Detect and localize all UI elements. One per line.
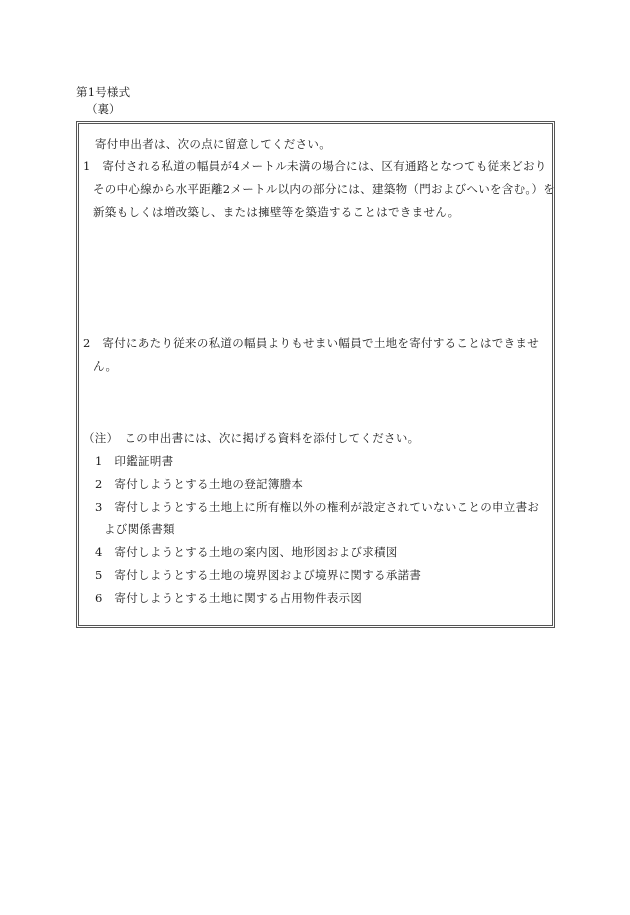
note-title: （注） この申出書には、次に掲げる資料を添付してください。 bbox=[83, 431, 420, 445]
attachment-1: 1 印鑑証明書 bbox=[95, 454, 174, 468]
attachment-2: 2 寄付しようとする土地の登記簿謄本 bbox=[95, 477, 304, 491]
item1-line2: その中心線から水平距離2メートル以内の部分には、建築物（門およびへいを含む。）を bbox=[93, 182, 556, 196]
attachment-3-cont: よび関係書類 bbox=[104, 522, 175, 536]
notice-intro: 寄付申出者は、次の点に留意してください。 bbox=[95, 137, 331, 151]
attachment-5: 5 寄付しようとする土地の境界図および境界に関する承諾書 bbox=[95, 568, 422, 582]
item2-line2: ん。 bbox=[93, 359, 118, 373]
attachment-4: 4 寄付しようとする土地の案内図、地形図および求積図 bbox=[95, 545, 398, 559]
item2-line1: 2 寄付にあたり従来の私道の幅員よりもせまい幅員で土地を寄付することはできませ bbox=[83, 336, 540, 350]
notice-box bbox=[76, 121, 555, 628]
form-number: 第1号様式 bbox=[76, 85, 131, 99]
item1-line1: 1 寄付される私道の幅員が4メートル未満の場合には、区有通路となつても従来どおり bbox=[83, 159, 547, 173]
item1-line3: 新築もしくは増改築し、または擁壁等を築造することはできません。 bbox=[93, 205, 460, 219]
side-label: （裏） bbox=[86, 102, 121, 116]
attachment-6: 6 寄付しようとする土地に関する占用物件表示図 bbox=[95, 591, 363, 605]
attachment-3: 3 寄付しようとする土地上に所有権以外の権利が設定されていないことの申立書お bbox=[95, 500, 540, 514]
